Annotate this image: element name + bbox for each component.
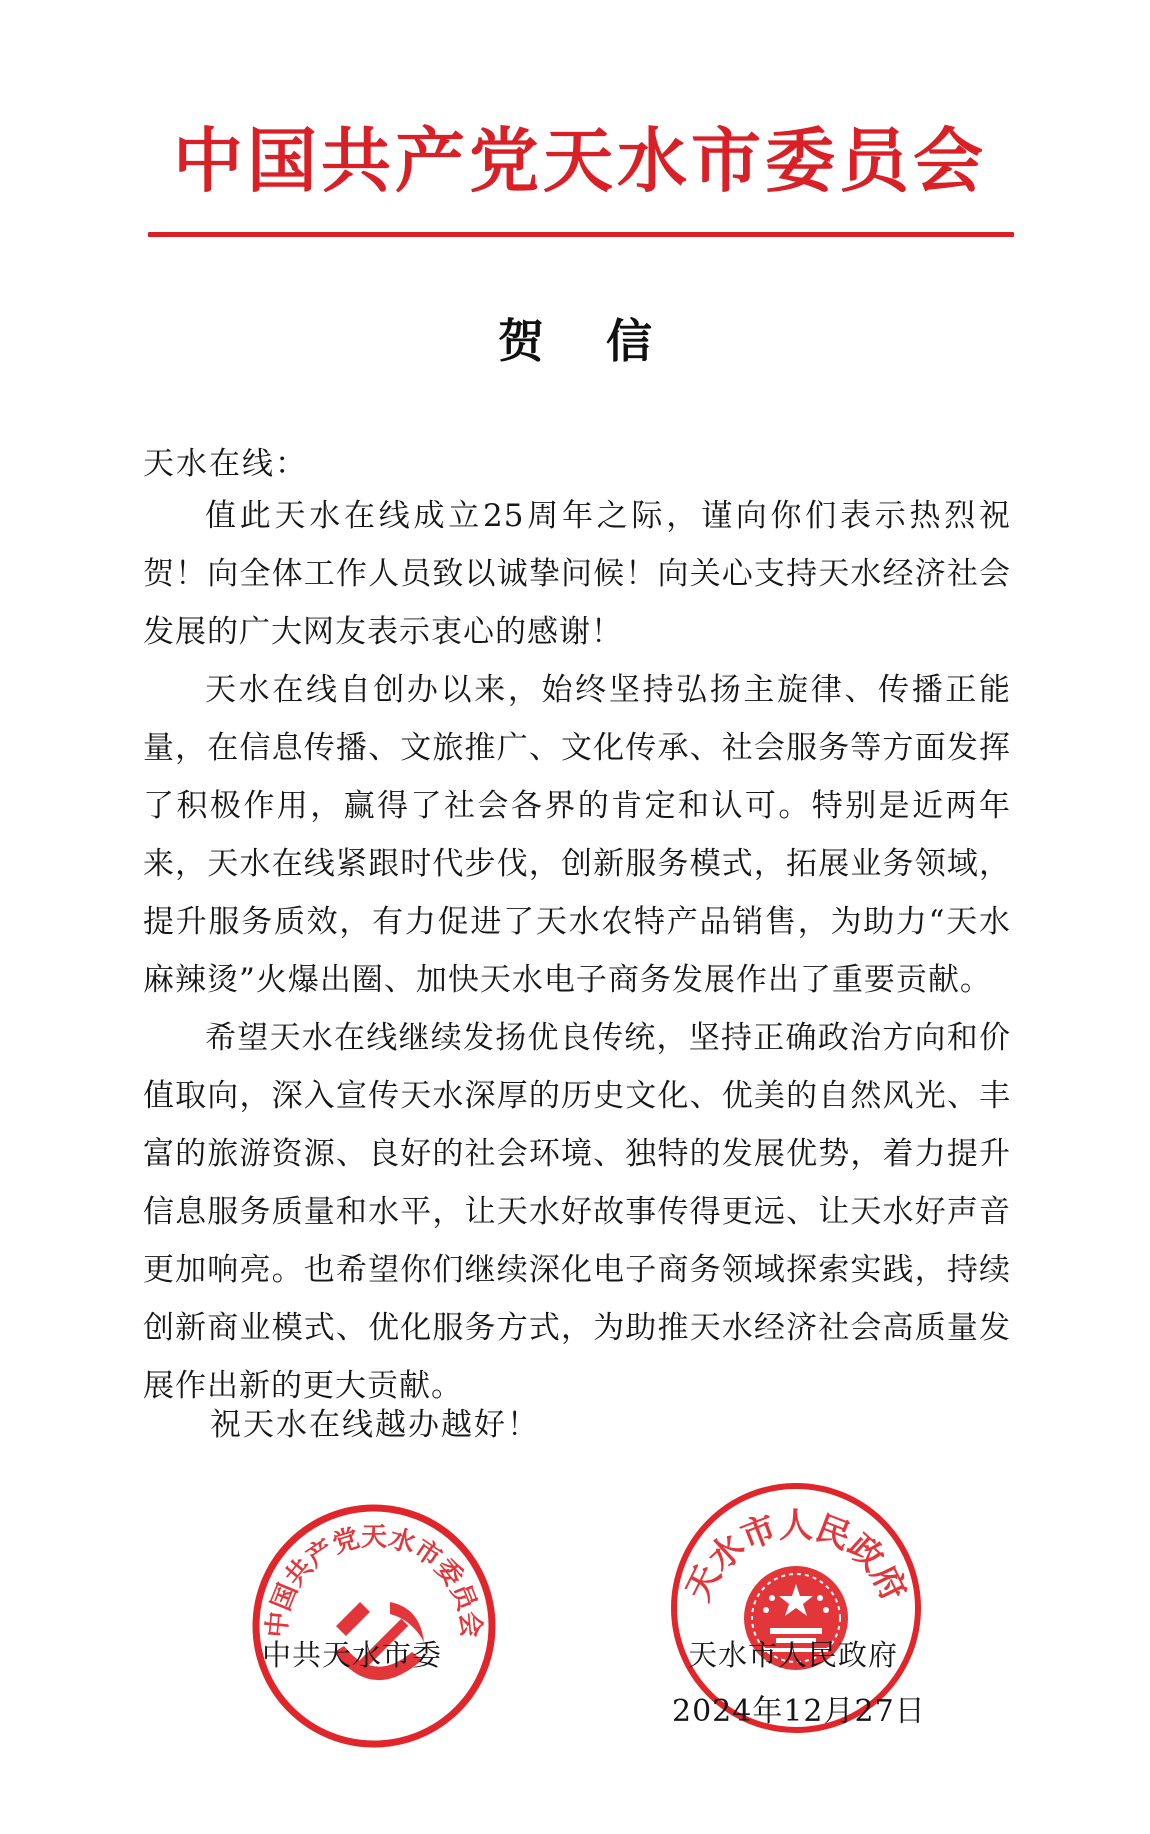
right-seal-text: 天水市人民政府 — [678, 1505, 914, 1608]
signature-date: 2024年12月27日 — [672, 1694, 926, 1729]
party-committee-seal — [250, 1502, 498, 1750]
letter-body — [143, 487, 1011, 1415]
letterhead-divider — [148, 232, 1014, 237]
paragraph-achievements: 天水在线自创办以来，始终坚持弘扬主旋律、传播正能量，在信息传播、文旅推广、文化传承、社会服务等方面发挥了积极作用，赢得了社会各界的肯定和认可。特别是近两年来，天水在线紧跟时代步伐，创新服务模式，拓展业务领域，提升服务质效，有力促进了天水农特产品销售，为助力“天水麻辣烫”火爆出圈、加快天水电子商务发展作出了重要贡献。 — [143, 672, 1011, 998]
letterhead-title: 中国共产党天水市委员会 — [173, 120, 987, 202]
left-seal-text: 中国共产党天水市委员会 — [262, 1522, 486, 1639]
signature-party-committee: 中共天水市委 — [262, 1638, 443, 1672]
paragraph-hopes: 希望天水在线继续发扬优良传统，坚持正确政治方向和价值取向，深入宣传天水深厚的历史文化、优美的自然风光、丰富的旅游资源、良好的社会环境、独特的发展优势，着力提升信息服务质量和水平，让天水好故事传得更远、让天水好声音更加响亮。也希望你们继续深化电子商务领域探索实践，持续创新商业模式、优化服务方式，为助推天水经济社会高质量发展作出新的更大贡献。 — [143, 1020, 1011, 1404]
salutation: 天水在线： — [143, 446, 308, 482]
paragraph-congratulation: 值此天水在线成立25周年之际，谨向你们表示热烈祝贺！向全体工作人员致以诚挚问候！向关心支持天水经济社会发展的广大网友表示衷心的感谢！ — [143, 498, 1011, 650]
closing-wish: 祝天水在线越办越好！ — [210, 1407, 540, 1443]
letter-title: 贺信 — [498, 314, 714, 368]
signature-government: 天水市人民政府 — [688, 1638, 899, 1672]
